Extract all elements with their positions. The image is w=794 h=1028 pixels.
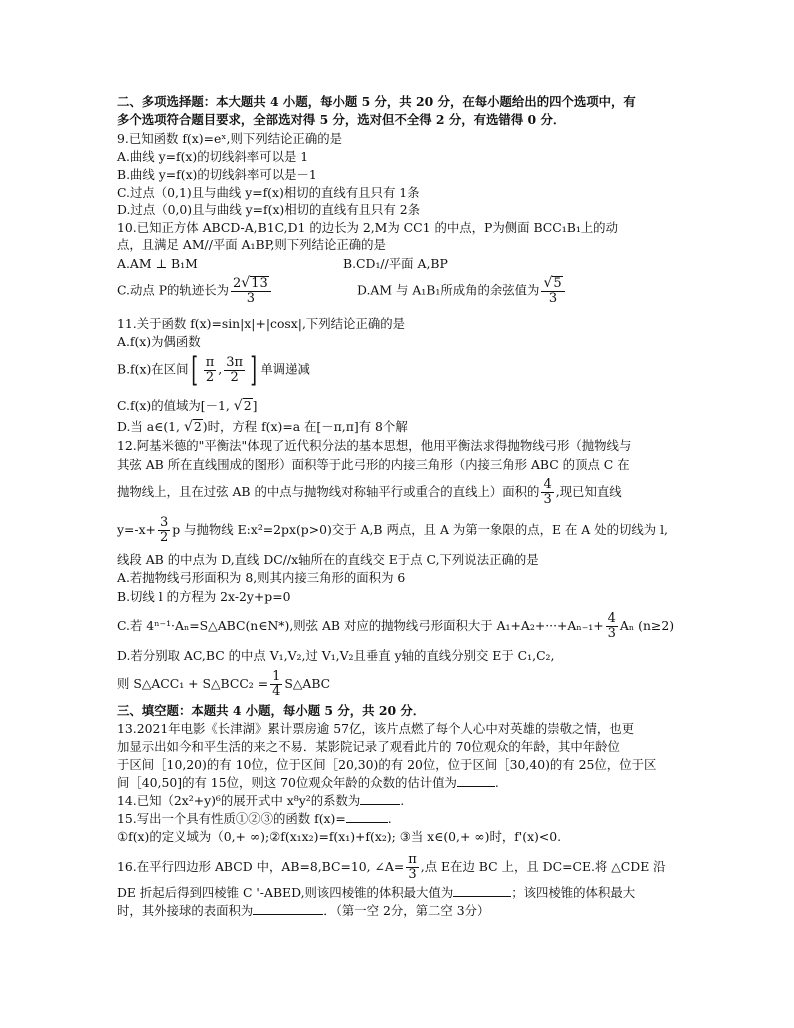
q11-b-right-fraction — [224, 356, 245, 385]
q12-stem-line3-suffix: ,现已知直线 — [555, 484, 622, 499]
q12-stem-line3 — [117, 478, 622, 507]
q16-line1 — [117, 853, 666, 882]
q12-stem-den: 3 — [543, 492, 552, 507]
q11-option-c: C.f(x)的值域为[－1, √2] — [117, 398, 258, 414]
q14-text: 14.已知（2x²+y)⁶的展开式中 x⁸y²的系数为 — [117, 793, 361, 808]
q13-line4 — [117, 775, 499, 790]
q12-c-fraction — [606, 612, 618, 641]
q11-option-b-suffix: 单调递减 — [260, 361, 310, 377]
q12-stem-line4-suffix: p 与抛物线 E:x²=2px(p>0)交于 A,B 两点，且 A 为第一象限的点，E 在 A 处的切线为 l, — [172, 522, 668, 537]
q16-angle-fraction — [406, 853, 419, 882]
q16-line2-suffix: ；该四棱锥的体积最大 — [511, 885, 636, 900]
q9-option-d: D.过点（0,0)且与曲线 y=f(x)相切的直线有且只有 2条 — [117, 202, 420, 217]
q11-option-d-suffix: )时，方程 f(x)=a 在[－π,π]有 8个解 — [202, 419, 408, 434]
q16-line3-suffix: ．（第一空 2分，第二空 3分） — [323, 903, 490, 918]
q10-option-b: B.CD₁//平面 A,BP — [343, 256, 448, 271]
q12-line4-fraction — [158, 516, 170, 545]
q14-line — [117, 793, 404, 808]
q16-second-blank[interactable] — [253, 914, 323, 915]
q10-c-num-radicand: 13 — [251, 276, 268, 291]
q11-d-radicand: 2 — [193, 419, 202, 434]
q12-stem-fraction — [541, 478, 553, 507]
q10-d-num-radicand: 5 — [553, 276, 562, 291]
q12-option-c — [117, 612, 674, 641]
q12-stem-num: 4 — [543, 477, 552, 492]
q10-option-c — [117, 276, 273, 306]
q11-stem: 11.关于函数 f(x)=sin|x|+|cosx|,下列结论正确的是 — [117, 316, 406, 331]
q11-b-left-num: π — [205, 354, 215, 370]
left-bracket: [ — [191, 350, 199, 390]
q12-option-b: B.切线 l 的方程为 2x-2y+p=0 — [117, 589, 291, 604]
q12-stem-line4 — [117, 516, 668, 545]
q11-option-c-text: C.f(x)的值域为[－1, — [117, 398, 230, 413]
q10-option-a: A.AM ⊥ B₁M — [117, 256, 198, 271]
multi-choice-header-line1: 二、多项选择题：本大题共 4 小题，每小题 5 分，共 20 分，在每小题给出的四个选项中，有 — [117, 94, 636, 109]
q12-option-d-suffix: S△ABC — [284, 676, 331, 691]
q16-line1-suffix: ,点 E在边 BC 上，且 DC=CE.将 △CDE 沿 — [420, 859, 666, 874]
q16-line1-text: 16.在平行四边形 ABCD 中，AB=8,BC=10, ∠A= — [117, 859, 405, 874]
q11-option-c-suffix: ] — [252, 398, 258, 413]
q12-line4-num: 3 — [159, 515, 169, 530]
q12-option-d-line1: D.若分别取 AC,BC 的中点 V₁,V₂,过 V₁,V₂且垂直 y轴的直线分别交 E于 C₁,C₂, — [117, 648, 555, 663]
q12-line4-den: 2 — [159, 530, 169, 545]
q12-d-fraction — [270, 670, 282, 699]
q16-first-blank[interactable] — [453, 896, 511, 897]
q16-line3 — [117, 903, 489, 918]
q11-b-left-den: 2 — [205, 369, 215, 385]
q16-angle-den: 3 — [408, 867, 417, 882]
q10-stem-line2: 点，且满足 AM//平面 A₁BP,则下列结论正确的是 — [117, 237, 386, 252]
q14-end: . — [400, 793, 405, 808]
q12-stem-line5: 线段 AB 的中点为 D,直线 DC//x轴所在的直线交 E于点 C,下列说法正确的是 — [117, 552, 539, 567]
q12-c-num: 4 — [607, 611, 616, 626]
q15-line1-text: 15.写出一个具有性质①②③的函数 f(x)= — [117, 811, 346, 826]
fill-blank-header: 三、填空题：本题共 4 小题，每小题 5 分，共 20 分． — [117, 703, 426, 718]
q12-option-d-line2 — [117, 670, 330, 699]
q11-option-d-text: D.当 a∈(1, — [117, 419, 180, 434]
q16-line3-text: 时，其外接球的表面积为 — [117, 903, 254, 918]
q11-c-radicand: 2 — [243, 398, 252, 413]
q15-answer-blank[interactable] — [346, 822, 388, 823]
q10-c-num-coef: 2 — [233, 276, 242, 291]
q16-angle-num: π — [408, 852, 417, 867]
q13-line3: 于区间［10,20)的有 10位，位于区间［20,30)的有 20位，位于区间［30,40)的有 25位，位于区 — [117, 757, 657, 772]
q12-option-d-text: 则 S△ACC₁ + S△BCC₂ = — [117, 676, 269, 691]
q15-line1-end: . — [387, 811, 392, 826]
q13-answer-blank[interactable] — [457, 786, 495, 787]
q10-option-d — [357, 276, 567, 306]
q11-b-right-num: 3π — [226, 354, 244, 370]
q11-b-left-fraction — [204, 356, 217, 385]
q10-c-denominator: 3 — [246, 291, 256, 306]
q12-stem-line4-text: y=-x+ — [117, 522, 156, 537]
q9-option-b: B.曲线 y=f(x)的切线斜率可以是－1 — [117, 167, 317, 182]
q13-line4-end: . — [494, 775, 499, 790]
right-bracket: ] — [250, 350, 258, 390]
q14-answer-blank[interactable] — [360, 804, 400, 805]
q11-option-d: D.当 a∈(1, √2)时，方程 f(x)=a 在[－π,π]有 8个解 — [117, 419, 408, 435]
q12-option-a: A.若抛物线弓形面积为 8,则其内接三角形的面积为 6 — [117, 570, 406, 585]
q16-line2-text: DE 折起后得到四棱锥 C '-ABED,则该四棱锥的体积最大值为 — [117, 885, 454, 900]
q12-stem-line1: 12.阿基米德的"平衡法"体现了近代积分法的基本思想，他用平衡法求得抛物线弓形（抛物线与 — [117, 438, 632, 453]
q12-d-num: 1 — [272, 669, 281, 684]
q10-d-denominator: 3 — [548, 291, 558, 306]
q13-line2: 加显示出如今和平生活的来之不易．某影院记录了观看此片的 70位观众的年龄，其中年龄位 — [117, 739, 620, 754]
q15-line2: ①f(x)的定义域为（0,+ ∞);②f(x₁x₂)=f(x₁)+f(x₂); ③当 x∈(0,+ ∞)时，f'(x)<0. — [117, 829, 562, 844]
q13-line4-text: 间［40,50]的有 15位，则这 70位观众年龄的众数的估计值为 — [117, 775, 457, 790]
q12-c-den: 3 — [607, 626, 616, 641]
q12-option-c-suffix: Aₙ (n≥2) — [619, 618, 675, 633]
q9-option-c: C.过点（0,1)且与曲线 y=f(x)相切的直线有且只有 1条 — [117, 185, 420, 200]
q12-stem-line2: 其弦 AB 所在直线围成的图形）面积等于此弓形的内接三角形（内接三角形 ABC 的顶点 C 在 — [117, 457, 630, 472]
q9-stem: 9.已知函数 f(x)=eˣ,则下列结论正确的是 — [117, 131, 342, 146]
q15-line1 — [117, 811, 392, 826]
q10-option-c-fraction: $\frac{2√13}{3}$ — [231, 276, 271, 306]
q11-option-b-text: B.f(x)在区间 — [117, 361, 189, 377]
multi-choice-header-line2: 多个选项符合题目要求，全部选对得 5 分，选对但不全得 2 分，有选错得 0 分． — [117, 112, 566, 127]
q11-option-a: A.f(x)为偶函数 — [117, 334, 201, 349]
q13-line1: 13.2021年电影《长津湖》累计票房逾 57亿，该片点燃了每个人心中对英雄的崇敬之情，也更 — [117, 721, 635, 736]
q12-d-den: 4 — [272, 684, 281, 699]
q16-line2 — [117, 885, 635, 900]
q10-option-d-text: D.AM 与 A₁B₁所成角的余弦值为 — [357, 282, 540, 298]
q11-b-right-den: 2 — [230, 369, 239, 385]
q12-stem-line3-text: 抛物线上，且在过弦 AB 的中点与抛物线对称轴平行或重合的直线上）面积的 — [117, 484, 540, 499]
q10-option-d-fraction: $\frac{√5}{3}$ — [541, 276, 564, 306]
q9-option-a: A.曲线 y=f(x)的切线斜率可以是 1 — [117, 149, 309, 164]
q11-option-b: B.f(x)在区间[ $\frac{\pi}{2}$ , $\frac{3\pi}{2}$ ] 单调递减 — [117, 350, 310, 390]
q10-stem-line1: 10.已知正方体 ABCD-A,B1C,D1 的边长为 2,M为 CC1 的中点，P为侧面 BCC₁B₁上的动 — [117, 220, 618, 235]
q12-option-c-text: C.若 4ⁿ⁻¹·Aₙ=S△ABC(n∈N*),则弦 AB 对应的抛物线弓形面积大于 A₁+A₂+···+Aₙ₋₁+ — [117, 618, 604, 633]
q10-option-c-text: C.动点 P的轨迹长为 — [117, 282, 229, 298]
